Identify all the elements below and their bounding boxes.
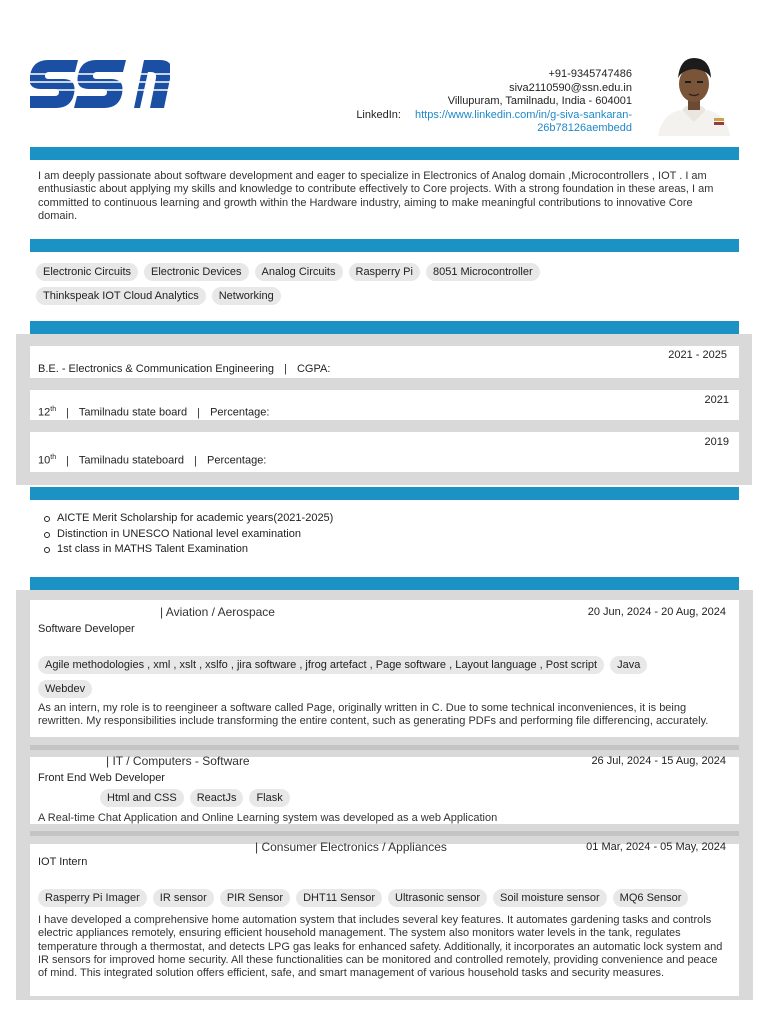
- skills-tags: [36, 263, 596, 305]
- contact-block: [356, 68, 632, 136]
- experience-role: Front End Web Developer: [38, 772, 165, 784]
- education-year: 2021: [704, 394, 729, 406]
- experience-dates: 01 Mar, 2024 - 05 May, 2024: [586, 841, 726, 853]
- experience-tag: Agile methodologies , xml , xslt , xslfo , jira software , jfrog artefact , Page software , Layout language , Post script: [38, 656, 604, 674]
- profile-photo: [652, 52, 736, 136]
- experience-tag: Ultrasonic sensor: [388, 889, 487, 907]
- education-item-be: [30, 346, 739, 378]
- achievement-item: Distinction in UNESCO National level examination: [44, 527, 333, 543]
- experience-description: I have developed a comprehensive home automation system that includes several key features. It automates gardening tasks and controls electric appliances remotely, ensuring efficient household management. The system also monitors water levels in the tank, regulates temperature through a thermostat, and detects LPG gas leaks for enhanced safety. Additionally, it incorporates an automatic lock system and IR sensors for improved home security. All these functionalities can be monitored and controlled remotely, providing convenience and peace of mind. This integrated solution offers efficient, safe, and smart management of various household tasks and security measures.: [38, 914, 723, 980]
- experience-tags: [38, 656, 698, 698]
- experience-industry: | Aviation / Aerospace: [160, 605, 275, 619]
- experience-role: Software Developer: [38, 623, 135, 635]
- education-item-12th: [30, 390, 739, 420]
- skill-tag: Thinkspeak IOT Cloud Analytics: [36, 287, 206, 305]
- skill-tag: Electronic Circuits: [36, 263, 138, 281]
- board: Tamilnadu state board: [78, 406, 188, 419]
- board: Tamilnadu stateboard: [78, 454, 185, 467]
- education-line: 12th | Tamilnadu state board | Percentage:: [38, 406, 270, 419]
- experience-industry: | Consumer Electronics / Appliances: [255, 840, 447, 854]
- experience-dates: 20 Jun, 2024 - 20 Aug, 2024: [587, 606, 726, 618]
- achievements-section-bar: [30, 487, 739, 500]
- email[interactable]: siva2110590@ssn.edu.in: [509, 81, 632, 94]
- skill-tag: Electronic Devices: [144, 263, 248, 281]
- experience-tag: PIR Sensor: [220, 889, 290, 907]
- score-label: Percentage:: [210, 406, 270, 419]
- education-year: 2021 - 2025: [668, 349, 727, 361]
- phone: +91-9345747486: [548, 68, 632, 80]
- skill-tag: 8051 Microcontroller: [426, 263, 540, 281]
- achievement-item: 1st class in MATHS Talent Examination: [44, 542, 333, 558]
- experience-tags: [38, 889, 728, 907]
- skills-section-bar: [30, 239, 739, 252]
- experience-industry: | IT / Computers - Software: [106, 754, 250, 768]
- experience-tag: Java: [610, 656, 647, 674]
- experience-tag: IR sensor: [153, 889, 214, 907]
- experience-tag: Flask: [249, 789, 289, 807]
- education-section-bar: [30, 321, 739, 334]
- experience-tags: [100, 789, 500, 807]
- experience-tag: Webdev: [38, 680, 92, 698]
- level: 12: [38, 406, 51, 419]
- experience-tag: Soil moisture sensor: [493, 889, 607, 907]
- experience-divider-line: [30, 745, 739, 750]
- experience-description: As an intern, my role is to reengineer a software called Page, originally written in C. Due to some technical inconveniences, it is being rewritten. My responsibilities include transforming the entire content, such as generating PDFs and performing file differencing, accurately.: [38, 702, 709, 728]
- experience-section-bar: [30, 577, 739, 590]
- education-line: B.E. - Electronics & Communication Engineering | CGPA:: [38, 363, 331, 375]
- skill-tag: Analog Circuits: [255, 263, 343, 281]
- degree: B.E. - Electronics & Communication Engineering: [38, 363, 274, 375]
- experience-tag: MQ6 Sensor: [613, 889, 689, 907]
- achievement-item: AICTE Merit Scholarship for academic years(2021-2025): [44, 511, 333, 527]
- skill-tag: Rasperry Pi: [349, 263, 420, 281]
- summary-text: I am deeply passionate about software development and eager to specialize in Electronics of Analog domain ,Microcontrollers , IOT . I am enthusiastic about applying my skills and knowledge to contribute effectively to Core projects. With a strong foundation in these areas, I am committed to continuous learning and growth within the Hardware industry, aiming to make meaningful contributions to innovative Core domain.: [38, 170, 714, 222]
- experience-description: A Real-time Chat Application and Online Learning system was developed as a web Application: [38, 812, 498, 824]
- linkedin-label: LinkedIn:: [356, 108, 401, 121]
- linkedin-link[interactable]: https://www.linkedin.com/in/g-siva-sankaran- 26b78126aembedd: [414, 108, 632, 134]
- experience-divider-line: [30, 831, 739, 836]
- score-label: CGPA:: [296, 363, 331, 375]
- experience-tag: DHT11 Sensor: [296, 889, 382, 907]
- experience-dates: 26 Jul, 2024 - 15 Aug, 2024: [591, 755, 726, 767]
- location: Villupuram, Tamilnadu, India - 604001: [447, 95, 632, 107]
- experience-tag: Html and CSS: [100, 789, 184, 807]
- education-line: 10th | Tamilnadu stateboard | Percentage:: [38, 454, 267, 467]
- experience-tag: ReactJs: [190, 789, 244, 807]
- ssn-logo: [30, 52, 170, 116]
- experience-role: IOT Intern: [38, 856, 88, 868]
- level: 10: [38, 454, 51, 467]
- skill-tag: Networking: [212, 287, 281, 305]
- education-year: 2019: [704, 436, 729, 448]
- education-item-10th: [30, 432, 739, 472]
- score-label: Percentage:: [207, 454, 267, 467]
- achievements-list: [44, 511, 333, 558]
- summary-section-bar: [30, 147, 739, 160]
- experience-tag: Rasperry Pi Imager: [38, 889, 147, 907]
